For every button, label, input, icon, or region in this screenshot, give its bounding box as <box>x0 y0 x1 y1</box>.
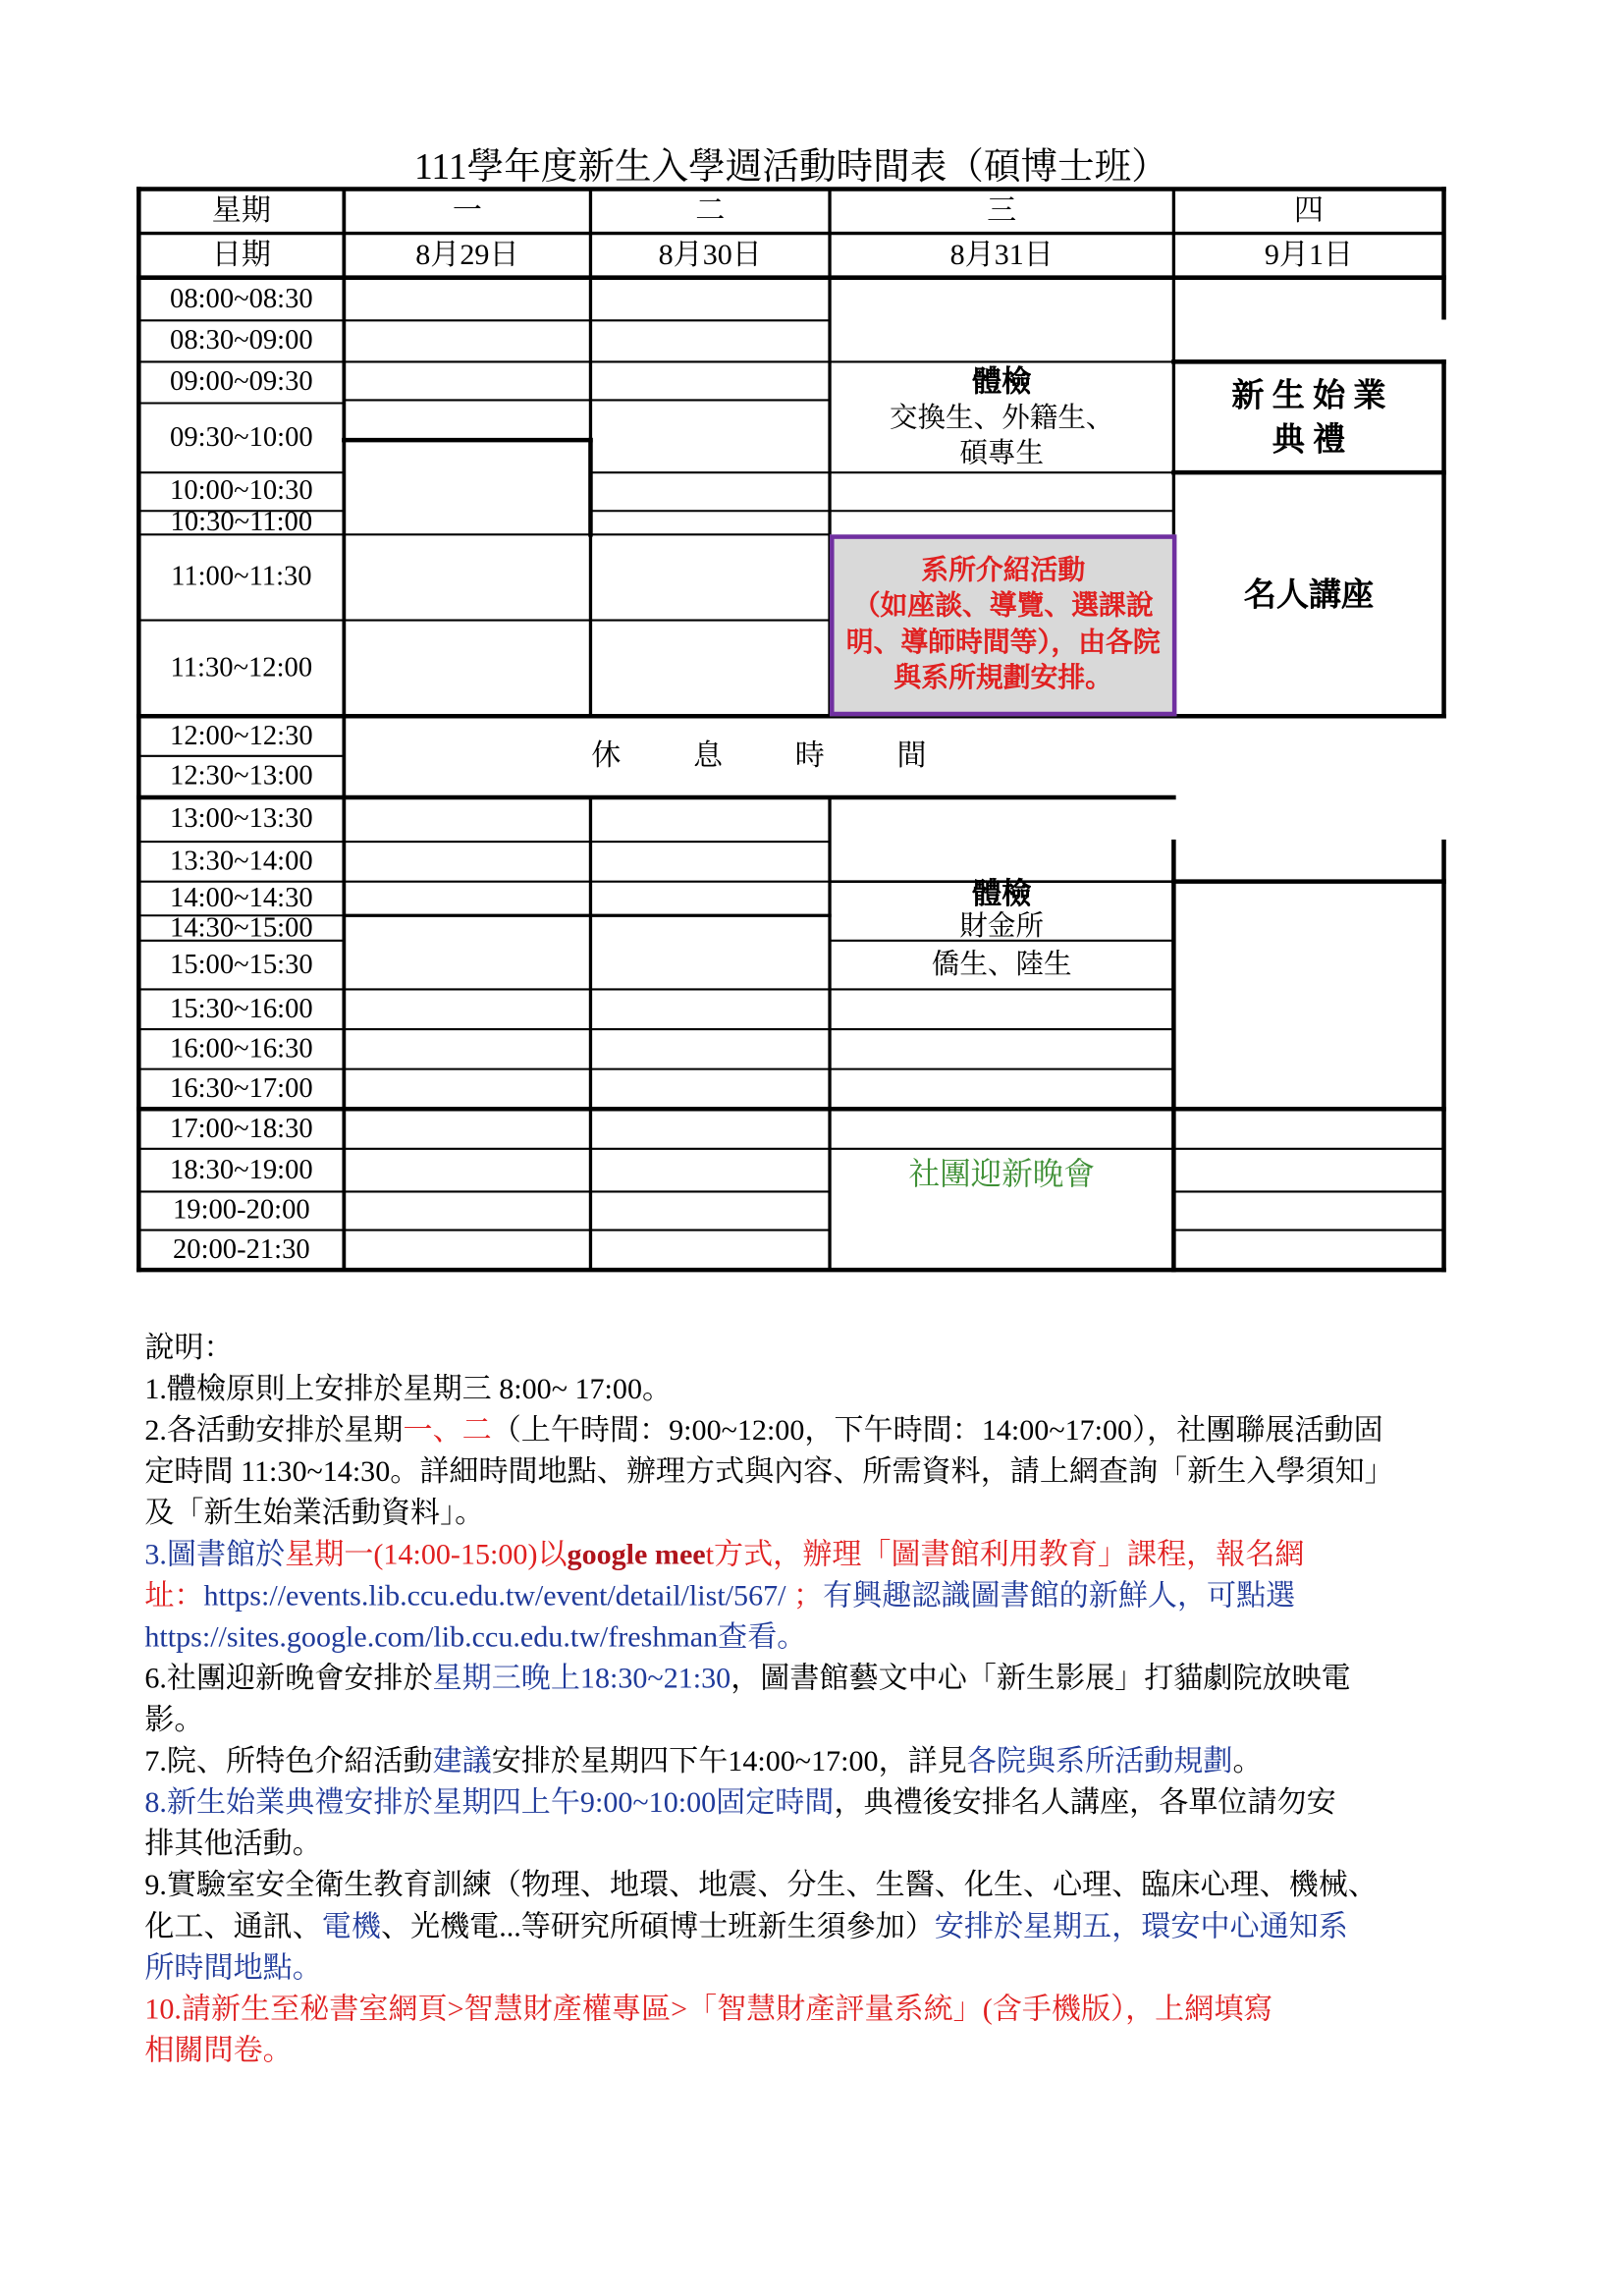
weekday-thu: 四 <box>1293 194 1325 228</box>
time-slot-label: 11:00~11:30 <box>171 561 312 592</box>
notes-section <box>144 1328 1393 2072</box>
time-slot-label: 20:00-21:30 <box>172 1233 310 1265</box>
weekday-wed: 三 <box>987 194 1017 228</box>
time-slot-label: 14:00~14:30 <box>170 882 313 913</box>
notes-heading: 說明： <box>144 1332 234 1365</box>
time-slot-label: 17:00~18:30 <box>170 1112 313 1144</box>
department-intro-text: （如座談、導覽、選課說 <box>852 591 1154 623</box>
wed-morning-checkup-group: 碩專生 <box>959 438 1045 470</box>
note-text: 查看。 <box>718 1620 807 1655</box>
department-intro-text: 明、導師時間等），由各院 <box>845 628 1161 658</box>
note-text: 建議 <box>432 1745 492 1778</box>
note-text: google mee <box>567 1538 706 1571</box>
wed-afternoon-checkup-group: 僑生、陸生 <box>931 949 1072 981</box>
note-item <box>144 1369 1393 1410</box>
date-tue: 8月30日 <box>658 239 762 272</box>
note-item <box>144 1534 1393 1658</box>
time-slot-label: 08:00~08:30 <box>170 282 313 314</box>
note-line <box>144 2030 1393 2071</box>
time-slot-label: 15:00~15:30 <box>170 949 313 980</box>
department-intro-text: 系所介紹活動 <box>921 556 1086 586</box>
date-wed: 8月31日 <box>949 239 1054 272</box>
note-text: 10.請新生至秘書室網頁>智慧財產權專區>「智慧財產評量系統」(含手機版），上網填寫 <box>144 1993 1273 2026</box>
note-line <box>144 1700 1393 1741</box>
time-slot-label: 13:00~13:30 <box>170 802 313 835</box>
time-slot-label: 19:00-20:00 <box>172 1194 310 1227</box>
note-text: 星期一(14:00-15:00)以 <box>285 1538 568 1571</box>
wed-morning-checkup-group: 交換生、外籍生、 <box>889 403 1114 435</box>
note-line <box>144 1989 1393 2030</box>
time-slot-label: 15:30~16:00 <box>170 993 313 1024</box>
note-text: 2.各活動安排於星期 <box>144 1414 404 1448</box>
note-item <box>144 1410 1393 1534</box>
wed-afternoon-checkup-group: 財金所 <box>959 910 1045 943</box>
note-text: 6.社團迎新晚會安排於 <box>144 1663 433 1696</box>
note-text: ，圖書館藝文中心「新生影展」打貓劇院放映電 <box>731 1663 1351 1696</box>
note-text: 定時間 11:30~14:30。詳細時間地點、辦理方式與內容、所需資料，請上網查詢「新生入學須知」 <box>144 1455 1394 1489</box>
time-slot-label: 12:00~12:30 <box>170 720 313 751</box>
date-mon: 8月29日 <box>415 239 519 272</box>
page-title: 111學年度新生入學週活動時間表（碩博士班） <box>414 147 1168 188</box>
time-slot-label: 18:30~19:00 <box>170 1154 313 1185</box>
note-text: t方式，辦理「圖書館利用教育」課程，報名網 <box>705 1538 1305 1571</box>
note-text: 1.體檢原則上安排於星期三 8:00~ 17:00。 <box>144 1373 673 1406</box>
note-text: ，典禮後安排名人講座，各單位請勿安 <box>834 1786 1336 1820</box>
wed-afternoon-checkup-title: 體檢 <box>972 878 1032 911</box>
note-text: 排其他活動。 <box>144 1828 322 1861</box>
note-text: 址： <box>144 1579 204 1613</box>
note-line <box>144 1410 1393 1451</box>
time-slot-label: 16:30~17:00 <box>170 1072 313 1104</box>
note-link[interactable]: https://events.lib.ccu.edu.tw/event/detail/list/567/ <box>203 1579 786 1613</box>
note-text: 8.新生始業典禮安排於星期四上午9:00~10:00固定時間 <box>144 1786 835 1820</box>
time-slot-label: 16:00~16:30 <box>170 1032 313 1065</box>
note-text: 。 <box>1232 1745 1263 1778</box>
time-slot-label: 08:30~09:00 <box>170 324 313 356</box>
note-line <box>144 1906 1393 1947</box>
celebrity-lecture-label: 名人講座 <box>1243 575 1375 614</box>
opening-ceremony-label: 新 生 始 業 <box>1231 376 1386 414</box>
note-link[interactable]: https://sites.google.com/lib.ccu.edu.tw/freshman <box>144 1620 719 1655</box>
note-text: 9.實驗室安全衛生教育訓練（物理、地環、地震、分生、生醫、化生、心理、臨床心理、機械、 <box>144 1869 1378 1902</box>
date-header: 日期 <box>211 239 271 272</box>
note-line <box>144 1451 1393 1493</box>
note-text: 安排於星期五，環安中心通知系 <box>934 1910 1348 1943</box>
note-line <box>144 1659 1393 1700</box>
note-text: 及「新生始業活動資料」。 <box>144 1497 485 1530</box>
note-text: 所時間地點。 <box>144 1951 322 1985</box>
date-thu: 9月1日 <box>1264 239 1354 272</box>
welcome-party-label: 社團迎新晚會 <box>908 1156 1095 1192</box>
note-line <box>144 1369 1393 1410</box>
time-slot-label: 10:00~10:30 <box>170 475 313 507</box>
note-line <box>144 1616 1393 1658</box>
note-line <box>144 1741 1393 1782</box>
department-intro-text: 與系所規劃安排。 <box>893 664 1112 694</box>
note-text: （上午時間：9:00~12:00，下午時間：14:00~17:00），社團聯展活動固 <box>491 1414 1383 1448</box>
note-text: 安排於星期四下午14:00~17:00，詳見 <box>491 1745 967 1778</box>
note-text: 星期三晚上18:30~21:30 <box>432 1663 731 1696</box>
note-line <box>144 1575 1393 1616</box>
time-slot-label: 10:30~11:00 <box>170 506 313 538</box>
time-slot-label: 13:30~14:00 <box>170 845 313 877</box>
note-text: 電機 <box>321 1910 381 1943</box>
time-slot-label: 12:30~13:00 <box>170 760 313 792</box>
department-intro-box <box>830 534 1176 716</box>
wed-morning-checkup-title: 體檢 <box>972 365 1032 399</box>
note-text: 有興趣認識圖書館的新鮮人，可點選 <box>823 1579 1296 1613</box>
note-item <box>144 1659 1393 1741</box>
time-slot-label: 09:30~10:00 <box>170 421 313 453</box>
note-item <box>144 1865 1393 1989</box>
note-item <box>144 1741 1393 1782</box>
lunch-break-label: 休 息 時 間 <box>591 739 927 773</box>
note-text: 一、二 <box>403 1414 492 1448</box>
note-item <box>144 1989 1393 2071</box>
note-line <box>144 1947 1393 1989</box>
note-line <box>144 1534 1393 1575</box>
weekday-mon: 一 <box>452 194 482 228</box>
opening-ceremony-label: 典 禮 <box>1272 420 1346 459</box>
weekday-header: 星期 <box>211 194 271 228</box>
note-text: 相關問卷。 <box>144 2035 293 2068</box>
time-slot-label: 14:30~15:00 <box>170 911 313 944</box>
note-text: 化工、通訊、 <box>144 1910 322 1943</box>
note-text: 各院與系所活動規劃 <box>966 1745 1233 1778</box>
time-slot-label: 11:30~12:00 <box>170 651 313 683</box>
note-text: 3.圖書館於 <box>144 1538 286 1571</box>
note-text: 影。 <box>144 1704 204 1737</box>
note-text: 7.院、所特色介紹活動 <box>144 1745 433 1778</box>
weekday-tue: 二 <box>695 194 726 228</box>
note-item <box>144 1782 1393 1865</box>
note-text: ； <box>785 1579 824 1613</box>
note-text: 、光機電...等研究所碩博士班新生須參加） <box>380 1910 935 1943</box>
note-line <box>144 1824 1393 1865</box>
note-line <box>144 1865 1393 1906</box>
note-line <box>144 1493 1393 1534</box>
note-line <box>144 1782 1393 1824</box>
time-slot-label: 09:00~09:30 <box>170 365 313 398</box>
